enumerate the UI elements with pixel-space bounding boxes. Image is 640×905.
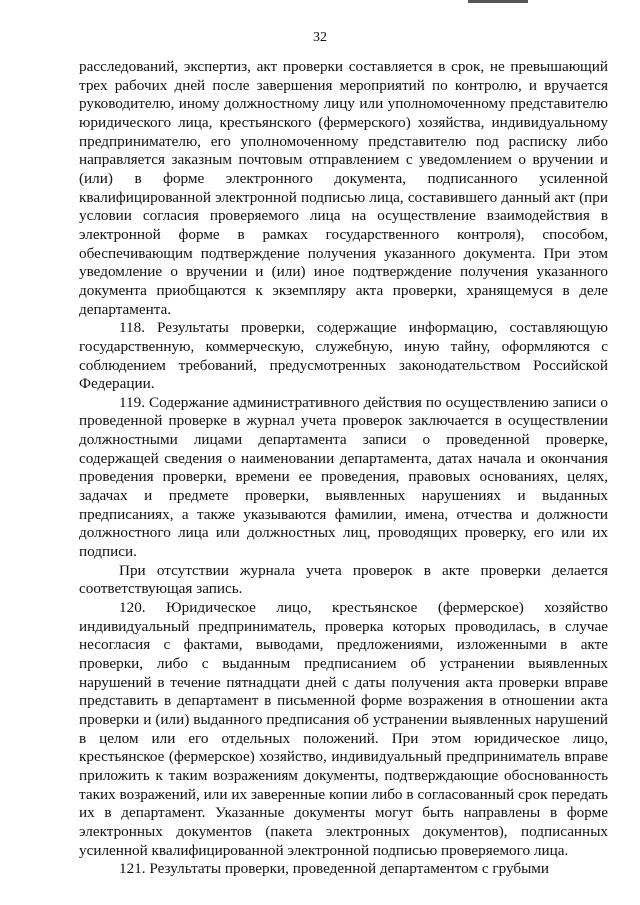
paragraph-120: 120. Юридическое лицо, крестьянское (фермерское) хозяйство индивидуальный предприниматель, проверка которых проводилась, в случае несогласия с фактами, выводами, предложениями, изложенными в акте проверки, либо с выданным предписанием об устранении выявленных нарушений в течение пятнадцати дней с даты получения акта проверки вправе представить в департамент в письменной форме возражения в отношении акта проверки и (или) выданного предписания об устранении выявленных нарушений в целом или его отдельных положений. При этом юридическое лицо, крестьянское (фермерское) хозяйство, индивидуальный предприниматель вправе приложить к таким возражениям документы, подтверждающие обоснованность таких возражений, или их заверенные копии либо в согласованный срок передать их в департамент. Указанные документы могут быть направлены в форме электронных документов (пакета электронных документов), подписанных усиленной квалифицированной электронной подписью проверяемого лица. (79, 599, 608, 859)
paragraph-continuation: расследований, экспертиз, акт проверки составляется в срок, не превышающий трех рабочих дней после завершения мероприятий по контролю, и вручается руководителю, иному должностному лицу или уполномоченному представителю юридического лица, крестьянского (фермерского) хозяйства, индивидуальному предпринимателю, его уполномоченному представителю под расписку либо направляется заказным почтовым отправлением с уведомлением о вручении и (или) в форме электронного документа, подписанного усиленной квалифицированной электронной подписью лица, составившего данный акт (при условии согласия проверяемого лица на осуществление взаимодействия в электронной форме в рамках государственного контроля), способом, обеспечивающим подтверждение получения указанного документа. При этом уведомление о вручении и (или) иное подтверждение получения указанного документа приобщаются к экземпляру акта проверки, хранящемуся в деле департамента. (79, 58, 608, 318)
paragraph-121: 121. Результаты проверки, проведенной департаментом с грубыми (119, 860, 550, 878)
paragraph-119: 119. Содержание административного действия по осуществлению записи о проведенной проверке в журнал учета проверок заключается в осуществлении должностными лицами департамента записи о проведенной проверке, содержащей сведения о наименовании департамента, датах начала и окончания проведения проверки, времени ее проведения, правовых основаниях, целях, задачах и предмете проверки, выявленных нарушениях и выданных предписаниях, а также указываются фамилии, имена, отчества и должности должностного лица или должностных лиц, проводящих проверку, его или их подписи. (79, 393, 608, 561)
paragraph-no-journal: При отсутствии журнала учета проверок в акте проверки делается соответствующая запись. (79, 561, 608, 598)
page-number: 32 (313, 30, 327, 45)
paragraph-118: 118. Результаты проверки, содержащие информацию, составляющую государственную, коммерческую, служебную, иную тайну, оформляются с соблюдением требований, предусмотренных законодательством Российской Федерации. (79, 319, 608, 393)
scan-edge-mark (468, 0, 528, 3)
document-body (79, 58, 608, 879)
